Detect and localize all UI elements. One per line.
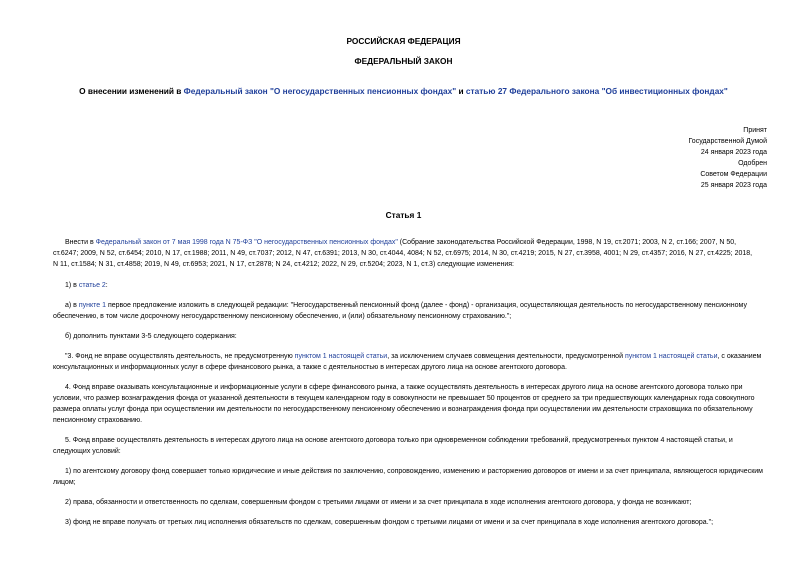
- intro-link-law[interactable]: Федеральный закон от 7 мая 1998 года N 75-ФЗ "О негосударственных пенсионных фондах": [95, 239, 398, 246]
- intro-line-1: [65, 238, 736, 249]
- adoption-line-2: Государственной Думой: [688, 138, 767, 145]
- title-link-investment-funds-law[interactable]: статью 27 Федерального закона "Об инвестиционных фондах": [465, 86, 728, 96]
- item-1: [65, 281, 108, 292]
- point-4-line-2: условии, что размер вознаграждения фонда от указанной деятельности в текущем календарном году в совокупности не превышает 50 процентов от среднего за три предшествующих календарных года совокупного: [53, 395, 755, 402]
- title-text-1: О внесении изменений в: [79, 86, 184, 96]
- item-1-link-article-2[interactable]: статье 2: [78, 282, 106, 289]
- adoption-line-4: Одобрен: [738, 160, 767, 167]
- intro-text-b: (Собрание законодательства Российской Федерации, 1998, N 19, ст.2071; 2003, N 2, ст.166; 2007, N 50,: [397, 239, 737, 246]
- intro-text-a: Внести в: [65, 239, 96, 246]
- point-3-link-1[interactable]: пунктом 1 настоящей статьи: [294, 353, 388, 360]
- condition-1-line-2: лицом;: [53, 479, 76, 486]
- point-4-line-4: пенсионному страхованию.: [53, 417, 143, 424]
- country-heading: РОССИЙСКАЯ ФЕДЕРАЦИЯ: [346, 36, 461, 46]
- condition-2: 2) права, обязанности и ответственность по сделкам, совершенным фондом с третьими лицами от имени и за счет принципала в ходе исполнения агентского договора, у фонда не возникают;: [65, 499, 692, 506]
- subitem-a-link-point-1[interactable]: пункте 1: [78, 302, 106, 309]
- point-3-text-c: , с оказанием: [717, 353, 762, 360]
- subitem-a-text-a: а) в: [65, 302, 79, 309]
- point-3-line-2: консультационных и информационных услуг в сфере финансового рынка, а также с деятельностью в интересах другого лица на основе агентского договора.: [53, 364, 567, 371]
- condition-1-line-1: 1) по агентскому договору фонд совершает только юридические и иные действия по заключению, сопровождению, изменению и расторжению договоров от имени и за счет принципала, являющегося юридическим: [65, 468, 763, 475]
- subitem-b: б) дополнить пунктами 3-5 следующего содержания:: [65, 333, 237, 340]
- item-1-text-b: :: [105, 282, 108, 289]
- point-5-line-1: 5. Фонд вправе осуществлять деятельность в интересах другого лица на основе агентского договора только при одновременном соблюдении требований, предусмотренных пунктом 4 настоящей статьи, и: [65, 437, 733, 444]
- point-4-line-3: размера оплаты услуг фонда при осуществлении им деятельности по негосударственному пенсионному обеспечению и вознаграждения фонда при осуществлении им деятельности страховщика по обязательному: [53, 406, 753, 413]
- point-5-line-2: следующих условий:: [53, 448, 121, 455]
- point-3-link-2[interactable]: пунктом 1 настоящей статьи: [624, 353, 718, 360]
- point-3-text-b: , за исключением случаев совмещения деятельности, предусмотренной: [387, 353, 625, 360]
- adoption-line-1: Принят: [743, 127, 767, 134]
- adoption-line-5: Советом Федерации: [700, 171, 767, 178]
- intro-line-2: ст.6247; 2009, N 52, ст.6454; 2010, N 17, ст.1988; 2011, N 49, ст.7037; 2012, N 47, ст.6391; 2013, N 30, ст.4044, 4084; N 52, ст.6975; 2014, N 30, ст.4219; 2015, N 27, ст.3958, 4001; N 29, ст.4357; 2016, N 27, ст.4225; 2018,: [53, 250, 753, 257]
- article-heading: Статья 1: [385, 210, 422, 220]
- intro-line-3: N 11, ст.1584; N 31, ст.4858; 2019, N 49, ст.6953; 2021, N 17, ст.2878; N 24, ст.4212; 2022, N 29, ст.5204; 2023, N 1, ст.3) следующие изменения:: [53, 261, 514, 268]
- subitem-a-line-2: обеспечению, в том числе досрочному негосударственному пенсионному обеспечению, и (или) обязательному пенсионному страхованию.";: [53, 313, 512, 320]
- condition-3: 3) фонд не вправе получать от третьих лиц исполнения обязательств по сделкам, совершенным фондом с третьими лицами от имени и за счет принципала в ходе исполнения агентского договора.";: [65, 519, 714, 526]
- point-4-line-1: 4. Фонд вправе оказывать консультационные и информационные услуги в сфере финансового рынка, а также осуществлять деятельность в интересах другого лица на основе агентского договора только при: [65, 384, 743, 391]
- adoption-line-3: 24 января 2023 года: [700, 149, 767, 156]
- title-link-npf-law[interactable]: Федеральный закон "О негосударственных пенсионных фондах": [183, 86, 457, 96]
- law-title: [14, 86, 794, 96]
- title-text-2: и: [456, 86, 466, 96]
- point-3-text-a: "3. Фонд не вправе осуществлять деятельность, не предусмотренную: [65, 353, 295, 360]
- point-3-line-1: [65, 352, 761, 363]
- law-type-heading: ФЕДЕРАЛЬНЫЙ ЗАКОН: [354, 56, 453, 66]
- subitem-a-line-1: [65, 301, 747, 312]
- adoption-line-6: 25 января 2023 года: [700, 182, 767, 189]
- subitem-a-text-b: первое предложение изложить в следующей редакции: "Негосударственный пенсионный фонд (далее - фонд) - организация, осуществляющая деятельность по негосударственному пенсионному: [106, 302, 747, 309]
- item-1-text-a: 1) в: [65, 282, 79, 289]
